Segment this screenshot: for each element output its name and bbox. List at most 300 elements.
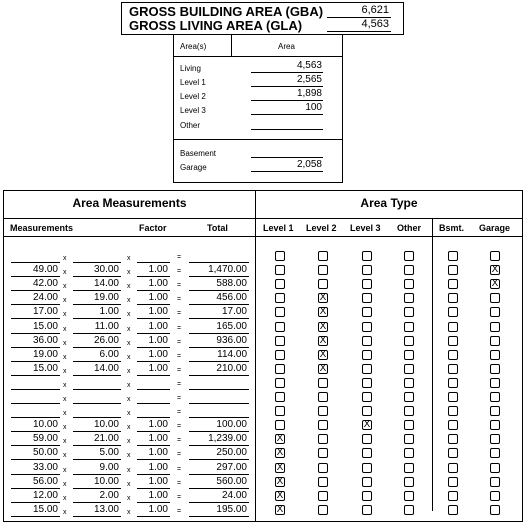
measurement-factor-underline	[137, 459, 170, 460]
area-type-checkbox[interactable]	[362, 406, 372, 416]
area-type-checkbox[interactable]	[448, 322, 458, 332]
times-sign: x	[63, 424, 67, 431]
gba-value: 6,621	[361, 4, 389, 16]
times-sign: x	[127, 438, 131, 445]
measurement-length-underline	[11, 474, 60, 475]
area-type-checkbox[interactable]: X	[276, 447, 284, 458]
measurement-length[interactable]: 42.00	[32, 278, 58, 289]
measurement-total[interactable]: 100.00	[216, 419, 247, 430]
measurement-width-underline	[73, 389, 121, 390]
area-type-checkbox[interactable]	[362, 251, 372, 261]
measurement-length[interactable]: 33.00	[32, 462, 58, 473]
area-type-checkbox[interactable]: X	[276, 433, 284, 444]
measurement-width[interactable]: 30.00	[93, 264, 119, 275]
area-type-checkbox[interactable]	[448, 406, 458, 416]
area-type-checkbox[interactable]	[404, 251, 414, 261]
measurement-width-underline	[73, 304, 121, 305]
area-type-checkbox[interactable]: X	[319, 363, 327, 374]
measurement-factor-underline	[137, 488, 170, 489]
area-row-value[interactable]: 100	[305, 102, 322, 113]
measurement-width-underline	[73, 262, 121, 263]
measurement-total-underline	[189, 403, 249, 404]
area-measurements-title: Area Measurements	[72, 196, 187, 210]
measurement-factor-underline	[137, 333, 170, 334]
measurement-factor[interactable]: 1.00	[148, 363, 168, 374]
measurement-total[interactable]: 250.00	[216, 447, 247, 458]
area-type-checkbox[interactable]	[362, 378, 372, 388]
area-row-underline	[251, 72, 323, 73]
measurement-factor-underline	[137, 347, 170, 348]
area-type-checkbox[interactable]	[362, 336, 372, 346]
area-type-checkbox[interactable]	[318, 434, 328, 444]
equals-sign: =	[177, 310, 182, 317]
area-type-checkbox[interactable]	[448, 350, 458, 360]
measurement-width-underline	[73, 290, 121, 291]
measurement-width[interactable]: 6.00	[99, 349, 119, 360]
area-type-checkbox[interactable]	[318, 378, 328, 388]
measurement-length[interactable]: 59.00	[32, 433, 58, 444]
times-sign: x	[63, 410, 67, 417]
area-row-underline	[251, 157, 323, 158]
area-type-checkbox[interactable]: X	[491, 264, 499, 275]
measurement-width[interactable]: 10.00	[93, 476, 119, 487]
area-row-underline	[251, 171, 323, 172]
measurement-width[interactable]: 14.00	[93, 278, 119, 289]
measurement-length[interactable]: 24.00	[32, 292, 58, 303]
measurement-factor[interactable]: 1.00	[148, 321, 168, 332]
measurement-total[interactable]: 24.00	[221, 490, 247, 501]
area-type-checkbox[interactable]	[490, 293, 500, 303]
area-type-checkbox[interactable]	[318, 505, 328, 515]
times-sign: x	[63, 297, 67, 304]
measurement-total-underline	[189, 361, 249, 362]
measurement-factor[interactable]: 1.00	[148, 447, 168, 458]
measurement-width-underline	[73, 445, 121, 446]
area-type-checkbox[interactable]	[362, 505, 372, 515]
area-type-checkbox[interactable]	[490, 505, 500, 515]
measurement-length-underline	[11, 318, 60, 319]
area-type-checkbox[interactable]	[448, 279, 458, 289]
area-type-checkbox[interactable]	[275, 392, 285, 402]
measurement-length-underline	[11, 276, 60, 277]
measurement-total[interactable]: 195.00	[216, 504, 247, 515]
measurement-width-underline	[73, 488, 121, 489]
measurement-factor[interactable]: 1.00	[148, 349, 168, 360]
area-type-checkbox[interactable]	[318, 406, 328, 416]
measurement-length-underline	[11, 389, 60, 390]
measurement-width-underline	[73, 403, 121, 404]
area-type-checkbox[interactable]	[490, 463, 500, 473]
times-sign: x	[63, 255, 67, 262]
measurement-width[interactable]: 26.00	[93, 335, 119, 346]
measurement-factor[interactable]: 1.00	[148, 264, 168, 275]
area-type-checkbox[interactable]	[404, 265, 414, 275]
area-row-value[interactable]: 2,058	[296, 159, 322, 170]
times-sign: x	[127, 481, 131, 488]
area-type-checkbox[interactable]	[404, 307, 414, 317]
area-row-label: Level 2	[180, 92, 206, 101]
area-type-checkbox[interactable]: X	[363, 419, 371, 430]
measurement-length-underline	[11, 459, 60, 460]
measurement-total-underline	[189, 445, 249, 446]
area-type-checkbox[interactable]: X	[319, 349, 327, 360]
measurement-length[interactable]: 50.00	[32, 447, 58, 458]
area-type-checkbox[interactable]	[448, 420, 458, 430]
measurement-factor-underline	[137, 403, 170, 404]
area-type-checkbox[interactable]	[275, 336, 285, 346]
measurement-total-underline	[189, 389, 249, 390]
equals-sign: =	[177, 268, 182, 275]
times-sign: x	[127, 396, 131, 403]
times-sign: x	[127, 255, 131, 262]
measurement-factor-underline	[137, 445, 170, 446]
measurement-width[interactable]: 19.00	[93, 292, 119, 303]
equals-sign: =	[177, 480, 182, 487]
equals-sign: =	[177, 451, 182, 458]
measurement-factor[interactable]: 1.00	[148, 504, 168, 515]
times-sign: x	[127, 467, 131, 474]
equals-sign: =	[177, 494, 182, 501]
measurement-factor[interactable]: 1.00	[148, 476, 168, 487]
measurement-total[interactable]: 588.00	[216, 278, 247, 289]
measurement-total[interactable]: 456.00	[216, 292, 247, 303]
area-type-checkbox[interactable]	[404, 406, 414, 416]
times-sign: x	[63, 396, 67, 403]
area-type-checkbox[interactable]	[490, 350, 500, 360]
area-type-checkbox[interactable]	[318, 279, 328, 289]
area-type-checkbox[interactable]	[490, 448, 500, 458]
equals-sign: =	[177, 395, 182, 402]
measurement-total-underline	[189, 290, 249, 291]
measurement-total[interactable]: 1,470.00	[208, 264, 247, 275]
area-type-checkbox[interactable]	[448, 463, 458, 473]
measurement-length-underline	[11, 417, 60, 418]
area-type-checkbox[interactable]	[448, 293, 458, 303]
gross-area-summary	[121, 2, 404, 35]
measurement-width-underline	[73, 361, 121, 362]
area-type-checkbox[interactable]	[404, 505, 414, 515]
col-level2: Level 2	[306, 223, 337, 233]
measurement-factor-underline	[137, 474, 170, 475]
measurement-width-underline	[73, 459, 121, 460]
times-sign: x	[63, 438, 67, 445]
area-type-checkbox[interactable]	[362, 463, 372, 473]
area-type-checkbox[interactable]	[490, 477, 500, 487]
area-type-checkbox[interactable]	[490, 406, 500, 416]
area-type-checkbox[interactable]	[275, 406, 285, 416]
area-type-checkbox[interactable]	[490, 251, 500, 261]
area-type-checkbox[interactable]: X	[319, 292, 327, 303]
area-row-underline	[251, 114, 323, 115]
area-type-checkbox[interactable]	[275, 279, 285, 289]
times-sign: x	[63, 467, 67, 474]
area-type-checkbox[interactable]	[404, 350, 414, 360]
area-type-checkbox[interactable]	[362, 293, 372, 303]
area-row-value[interactable]: 2,565	[296, 74, 322, 85]
area-type-checkbox[interactable]	[362, 265, 372, 275]
measurement-total-underline	[189, 474, 249, 475]
area-table-section-divider	[174, 139, 342, 140]
measurement-factor[interactable]: 1.00	[148, 278, 168, 289]
area-type-checkbox[interactable]	[318, 265, 328, 275]
measurement-factor-underline	[137, 431, 170, 432]
times-sign: x	[63, 326, 67, 333]
area-type-checkbox[interactable]	[448, 251, 458, 261]
equals-sign: =	[177, 254, 182, 261]
area-type-checkbox[interactable]	[404, 463, 414, 473]
area-type-checkbox[interactable]	[318, 477, 328, 487]
times-sign: x	[63, 368, 67, 375]
area-type-checkbox[interactable]	[404, 279, 414, 289]
times-sign: x	[127, 424, 131, 431]
measurement-length[interactable]: 17.00	[32, 306, 58, 317]
times-sign: x	[63, 340, 67, 347]
area-type-checkbox[interactable]	[448, 265, 458, 275]
measurement-factor[interactable]: 1.00	[148, 490, 168, 501]
area-type-checkbox[interactable]	[490, 420, 500, 430]
area-type-checkbox[interactable]: X	[276, 504, 284, 515]
measurement-length[interactable]: 56.00	[32, 476, 58, 487]
measurement-factor-underline	[137, 318, 170, 319]
measurement-factor-underline	[137, 502, 170, 503]
measurement-total-underline	[189, 417, 249, 418]
area-type-checkbox[interactable]	[318, 448, 328, 458]
measurement-width[interactable]: 21.00	[93, 433, 119, 444]
measurement-length-underline	[11, 431, 60, 432]
measurement-width-underline	[73, 516, 121, 517]
area-type-checkbox[interactable]	[448, 378, 458, 388]
measurement-length[interactable]: 15.00	[32, 363, 58, 374]
area-type-checkbox[interactable]	[275, 293, 285, 303]
area-type-checkbox[interactable]	[404, 378, 414, 388]
times-sign: x	[127, 311, 131, 318]
area-table-col-areas: Area(s)	[180, 42, 207, 51]
times-sign: x	[63, 283, 67, 290]
area-type-checkbox[interactable]: X	[319, 306, 327, 317]
measurement-total[interactable]: 1,239.00	[208, 433, 247, 444]
measurement-total[interactable]: 560.00	[216, 476, 247, 487]
measurement-length[interactable]: 49.00	[32, 264, 58, 275]
measurement-width[interactable]: 14.00	[93, 363, 119, 374]
area-type-checkbox[interactable]	[318, 463, 328, 473]
area-type-checkbox[interactable]	[275, 364, 285, 374]
times-sign: x	[127, 269, 131, 276]
area-type-checkbox[interactable]	[404, 322, 414, 332]
area-type-checkbox[interactable]	[448, 505, 458, 515]
area-type-checkbox[interactable]	[318, 251, 328, 261]
area-type-checkbox[interactable]	[448, 336, 458, 346]
measurement-length[interactable]: 10.00	[32, 419, 58, 430]
times-sign: x	[127, 354, 131, 361]
measurement-width[interactable]: 9.00	[99, 462, 119, 473]
measurements-title-divider	[4, 218, 522, 219]
measurement-width[interactable]: 2.00	[99, 490, 119, 501]
area-type-checkbox[interactable]	[362, 477, 372, 487]
area-type-checkbox[interactable]	[275, 420, 285, 430]
area-type-checkbox[interactable]	[362, 434, 372, 444]
measurement-factor-underline	[137, 417, 170, 418]
measurement-total[interactable]: 210.00	[216, 363, 247, 374]
area-type-checkbox[interactable]	[275, 378, 285, 388]
measurement-width-underline	[73, 347, 121, 348]
measurement-factor[interactable]: 1.00	[148, 292, 168, 303]
measurement-total[interactable]: 114.00	[217, 349, 247, 360]
area-type-checkbox[interactable]	[404, 434, 414, 444]
area-type-checkbox[interactable]	[275, 307, 285, 317]
area-type-checkbox[interactable]	[490, 307, 500, 317]
area-type-checkbox[interactable]: X	[319, 335, 327, 346]
area-type-checkbox[interactable]: X	[276, 476, 284, 487]
col-factor: Factor	[139, 223, 167, 233]
measurement-factor[interactable]: 1.00	[148, 462, 168, 473]
area-type-checkbox[interactable]	[362, 350, 372, 360]
area-type-checkbox[interactable]	[490, 491, 500, 501]
measurement-factor[interactable]: 1.00	[148, 335, 168, 346]
measurement-total-underline	[189, 276, 249, 277]
area-type-checkbox[interactable]	[490, 392, 500, 402]
times-sign: x	[127, 326, 131, 333]
measurements-header-divider	[4, 236, 522, 237]
measurement-width-underline	[73, 431, 121, 432]
measurement-width[interactable]: 1.00	[99, 306, 119, 317]
measurement-factor-underline	[137, 361, 170, 362]
area-row-underline	[251, 86, 323, 87]
measurement-length-underline	[11, 375, 60, 376]
col-garage: Garage	[479, 223, 511, 233]
measurement-length[interactable]: 12.00	[32, 490, 58, 501]
area-type-checkbox[interactable]	[448, 491, 458, 501]
equals-sign: =	[177, 508, 182, 515]
measurement-width-underline	[73, 276, 121, 277]
area-type-checkbox[interactable]	[362, 491, 372, 501]
area-type-checkbox[interactable]	[362, 307, 372, 317]
measurement-length[interactable]: 15.00	[32, 504, 58, 515]
measurement-length[interactable]: 19.00	[32, 349, 58, 360]
times-sign: x	[63, 509, 67, 516]
area-type-checkbox[interactable]: X	[276, 490, 284, 501]
measurement-width[interactable]: 13.00	[93, 504, 119, 515]
measurement-width-underline	[73, 333, 121, 334]
measurement-width-underline	[73, 474, 121, 475]
times-sign: x	[127, 368, 131, 375]
area-type-checkbox[interactable]	[404, 336, 414, 346]
area-type-checkbox[interactable]	[448, 434, 458, 444]
area-type-checkbox[interactable]	[404, 293, 414, 303]
area-type-checkbox[interactable]	[362, 448, 372, 458]
area-type-checkbox[interactable]	[448, 364, 458, 374]
gba-label: GROSS BUILDING AREA (GBA)	[129, 4, 324, 19]
measurement-factor-underline	[137, 290, 170, 291]
area-type-checkbox[interactable]	[275, 350, 285, 360]
area-type-title: Area Type	[360, 196, 418, 210]
area-row-value[interactable]: 4,563	[296, 60, 322, 71]
area-type-checkbox[interactable]	[490, 322, 500, 332]
measurement-total[interactable]: 297.00	[216, 462, 247, 473]
equals-sign: =	[177, 409, 182, 416]
gla-label: GROSS LIVING AREA (GLA)	[129, 18, 303, 33]
equals-sign: =	[177, 325, 182, 332]
equals-sign: =	[177, 353, 182, 360]
area-type-checkbox[interactable]	[490, 364, 500, 374]
times-sign: x	[127, 340, 131, 347]
area-type-checkbox[interactable]	[404, 364, 414, 374]
measurement-width[interactable]: 11.00	[94, 321, 119, 332]
area-type-checkbox[interactable]	[362, 279, 372, 289]
measurement-width[interactable]: 10.00	[93, 419, 119, 430]
area-type-checkbox[interactable]	[490, 378, 500, 388]
area-type-checkbox[interactable]	[362, 392, 372, 402]
area-type-checkbox[interactable]	[490, 336, 500, 346]
area-type-checkbox[interactable]: X	[319, 321, 327, 332]
area-type-checkbox[interactable]	[448, 448, 458, 458]
gla-underline	[327, 31, 391, 32]
times-sign: x	[127, 410, 131, 417]
measurement-total-underline	[189, 502, 249, 503]
area-type-checkbox[interactable]: X	[276, 462, 284, 473]
measurement-total-underline	[189, 318, 249, 319]
measurement-factor[interactable]: 1.00	[148, 419, 168, 430]
area-type-checkbox[interactable]	[318, 491, 328, 501]
area-type-checkbox[interactable]	[448, 307, 458, 317]
equals-sign: =	[177, 423, 182, 430]
measurement-total-underline	[189, 262, 249, 263]
area-type-checkbox[interactable]	[275, 251, 285, 261]
area-type-checkbox[interactable]	[362, 364, 372, 374]
area-type-checkbox[interactable]	[404, 420, 414, 430]
times-sign: x	[127, 509, 131, 516]
area-type-checkbox[interactable]	[490, 434, 500, 444]
equals-sign: =	[177, 381, 182, 388]
area-type-checkbox[interactable]	[318, 392, 328, 402]
area-type-checkbox[interactable]: X	[491, 278, 499, 289]
measurement-total-underline	[189, 304, 249, 305]
area-type-checkbox[interactable]	[448, 477, 458, 487]
area-type-checkbox[interactable]	[318, 420, 328, 430]
measurement-total[interactable]: 17.00	[221, 306, 247, 317]
area-type-checkbox[interactable]	[404, 448, 414, 458]
measurement-total[interactable]: 165.00	[216, 321, 247, 332]
area-row-value[interactable]: 1,898	[296, 88, 322, 99]
measurement-length-underline	[11, 262, 60, 263]
measurement-factor[interactable]: 1.00	[148, 433, 168, 444]
measurement-factor-underline	[137, 516, 170, 517]
area-table-header-divider	[174, 56, 342, 57]
area-type-checkbox[interactable]	[275, 265, 285, 275]
area-row-label: Garage	[180, 163, 207, 172]
area-type-checkbox[interactable]	[404, 392, 414, 402]
equals-sign: =	[177, 282, 182, 289]
measurement-width[interactable]: 5.00	[99, 447, 119, 458]
area-type-checkbox[interactable]	[404, 491, 414, 501]
measurement-length[interactable]: 15.00	[32, 321, 58, 332]
area-type-checkbox[interactable]	[362, 322, 372, 332]
equals-sign: =	[177, 466, 182, 473]
area-type-checkbox[interactable]	[448, 392, 458, 402]
col-level1: Level 1	[263, 223, 294, 233]
area-type-checkbox[interactable]	[275, 322, 285, 332]
area-type-checkbox[interactable]	[404, 477, 414, 487]
measurement-length-underline	[11, 516, 60, 517]
measurement-total[interactable]: 936.00	[216, 335, 247, 346]
measurement-width-underline	[73, 318, 121, 319]
area-table-col-divider	[231, 35, 232, 57]
measurement-total-underline	[189, 431, 249, 432]
measurement-length[interactable]: 36.00	[32, 335, 58, 346]
measurement-factor[interactable]: 1.00	[148, 306, 168, 317]
measurement-total-underline	[189, 516, 249, 517]
measurement-total-underline	[189, 347, 249, 348]
area-row-label: Level 3	[180, 106, 206, 115]
